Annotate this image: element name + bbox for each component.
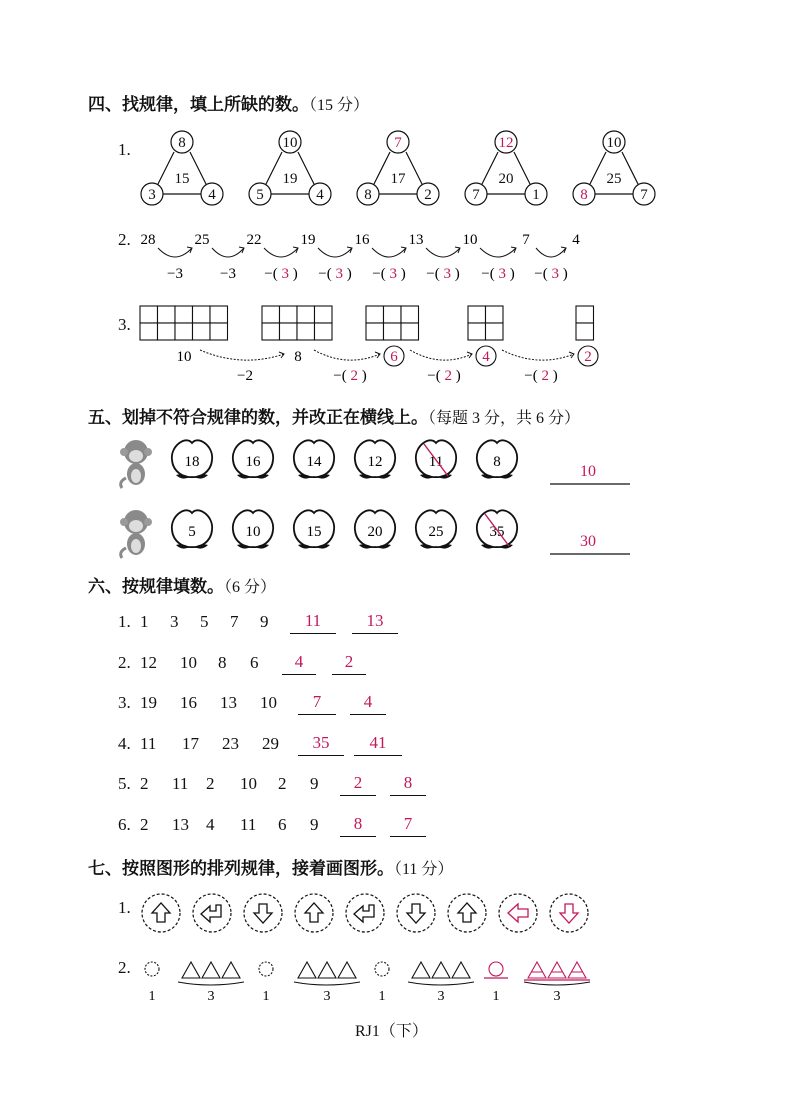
small-circle	[489, 962, 503, 976]
peach-number: 20	[367, 524, 383, 540]
triangle-edge	[406, 152, 422, 184]
triangle-value-top: 10	[606, 135, 622, 151]
sequence-arc	[158, 248, 192, 257]
s6-given-number: 17	[182, 733, 199, 753]
blank-operation: −( 2 )	[427, 368, 461, 384]
brace	[178, 982, 244, 985]
grid-cell	[315, 306, 333, 323]
triangle-center-sum: 17	[390, 171, 406, 187]
small-triangle	[182, 962, 200, 978]
section7-heading	[88, 854, 453, 879]
monkey-belly	[131, 539, 141, 553]
monkey-tail	[121, 478, 126, 488]
given-operation: −3	[167, 266, 183, 282]
grid-cell	[384, 323, 402, 340]
grid-cell	[486, 323, 504, 340]
small-triangle	[452, 962, 470, 978]
grid-cell	[280, 323, 298, 340]
grid-cell	[315, 323, 333, 340]
grid-value: 10	[176, 349, 192, 365]
grid-cell	[401, 306, 419, 323]
s4-q3-number: 3.	[118, 315, 131, 334]
triangle-center-sum: 20	[498, 171, 514, 187]
dashed-circle	[346, 894, 384, 932]
sequence-arc	[536, 248, 566, 257]
sequence-arc	[264, 248, 298, 257]
brace	[524, 982, 590, 985]
peach-number: 8	[493, 454, 501, 470]
triangle-value-right: 2	[424, 187, 432, 203]
grid-cell	[175, 306, 193, 323]
monkey-tail	[121, 548, 126, 558]
monkey-ear	[144, 448, 152, 456]
triangle-center-sum: 25	[606, 171, 622, 187]
triangle-edge	[266, 152, 282, 184]
monkey-ear	[120, 448, 128, 456]
section4-points: （15 分）	[309, 97, 370, 114]
triangle-value-right: 4	[316, 187, 324, 203]
section5-points: （每题 3 分，共 6 分）	[428, 410, 581, 427]
s6-answer-blank[interactable]: 7	[298, 692, 336, 715]
sequence-number: 7	[522, 232, 530, 248]
peach-number: 10	[245, 524, 261, 540]
brace	[294, 982, 360, 985]
peach-number: 14	[306, 454, 322, 470]
sequence-number: 13	[408, 232, 424, 248]
grid-cell	[486, 306, 504, 323]
subtraction-sequence	[130, 226, 610, 288]
triangle-value-left: 8	[580, 187, 588, 203]
s6-given-number: 2	[140, 774, 149, 793]
s6-answer-blank[interactable]: 8	[390, 773, 426, 796]
monkey-ear	[144, 518, 152, 526]
correction-answer: 10	[580, 463, 596, 480]
sequence-number: 22	[246, 232, 262, 248]
s6-given-number: 10	[260, 693, 277, 712]
dashed-circle	[295, 894, 333, 932]
s7-q2-number: 2.	[118, 958, 131, 977]
dashed-circle	[193, 894, 231, 932]
grid-cell	[210, 323, 228, 340]
s6-given-number: 7	[230, 612, 239, 631]
triangle-edge	[190, 152, 206, 184]
group-count-label: 1	[492, 989, 500, 1004]
triangle-value-right: 7	[640, 187, 648, 203]
sequence-number: 16	[354, 232, 370, 248]
triangle-value-right: 1	[532, 187, 540, 203]
triangle-value-top: 8	[178, 135, 186, 151]
small-triangle	[318, 962, 336, 978]
triangle-puzzles	[130, 128, 670, 210]
grid-cell	[468, 323, 486, 340]
small-circle	[375, 962, 389, 976]
section4-title: 四、找规律，填上所缺的数。	[88, 95, 309, 115]
s6-answer-blank[interactable]: 4	[282, 652, 316, 675]
grid-cell	[401, 323, 419, 340]
sequence-arc	[212, 248, 244, 257]
section6-title: 六、按规律填数。	[88, 577, 224, 597]
s6-given-number: 9	[310, 774, 319, 793]
grid-cell	[193, 323, 211, 340]
section5-heading	[88, 403, 580, 428]
s6-given-number: 10	[240, 774, 257, 793]
s6-given-number: 2	[206, 774, 215, 793]
grid-arc	[502, 350, 574, 360]
grid-cell	[366, 306, 384, 323]
s6-given-number: 1	[140, 612, 149, 631]
grid-cell	[158, 323, 176, 340]
monkey-face	[129, 450, 143, 462]
blank-operation: −( 2 )	[333, 368, 367, 384]
s6-given-number: 23	[222, 733, 239, 753]
small-triangle	[222, 962, 240, 978]
peach-number: 25	[428, 524, 444, 540]
s6-given-number: 13	[172, 814, 189, 834]
grid-arc	[314, 350, 380, 360]
s6-given-number: 2	[140, 814, 149, 834]
peach-number: 11	[428, 454, 444, 470]
triangle-value-top: 7	[394, 135, 402, 151]
small-triangle	[528, 962, 546, 978]
s6-item-number: 5.	[118, 774, 131, 793]
s6-answer-blank[interactable]: 2	[332, 652, 366, 675]
s4-q1-number: 1.	[118, 140, 131, 159]
peach-number: 15	[306, 524, 322, 540]
blank-operation: −( 3 )	[318, 266, 352, 282]
section7-points: （11 分）	[394, 861, 454, 878]
small-triangle	[412, 962, 430, 978]
s6-item-number: 3.	[118, 693, 131, 712]
sequence-number: 28	[140, 232, 156, 248]
s6-given-number: 12	[140, 652, 157, 672]
triangle-edge	[298, 152, 314, 184]
section6-points: （6 分）	[224, 579, 277, 596]
sequence-arc	[480, 248, 516, 257]
s6-item-number: 1.	[118, 612, 131, 631]
triangle-center-sum: 19	[282, 171, 298, 187]
triangle-edge	[590, 152, 606, 184]
triangle-value-left: 8	[364, 187, 372, 203]
dashed-circle	[499, 894, 537, 932]
triangle-edge	[482, 152, 498, 184]
triangle-edge	[514, 152, 530, 184]
grid-cell	[158, 306, 176, 323]
triangle-edge	[622, 152, 638, 184]
s6-given-number: 8	[218, 652, 227, 672]
s6-answer-blank[interactable]: 2	[340, 773, 376, 796]
monkey-icon	[120, 440, 152, 488]
grid-cell	[280, 306, 298, 323]
grid-value: 8	[294, 349, 302, 365]
s6-given-number: 9	[260, 612, 269, 631]
triangle-value-right: 4	[208, 187, 216, 203]
s7-q1-number: 1.	[118, 898, 131, 917]
arrow-circle-row	[140, 891, 600, 937]
s6-given-number: 10	[180, 652, 197, 672]
grid-cell	[140, 306, 158, 323]
sequence-number: 19	[300, 232, 316, 248]
blank-operation: −( 3 )	[426, 266, 460, 282]
s4-q2-number: 2.	[118, 230, 131, 249]
monkey-ear	[120, 518, 128, 526]
dashed-circle	[397, 894, 435, 932]
grid-cell	[297, 306, 315, 323]
s6-given-number: 11	[140, 733, 157, 753]
s6-given-number: 3	[170, 612, 179, 631]
triangle-edge	[374, 152, 390, 184]
s6-item-number: 2.	[118, 652, 131, 672]
triangle-value-left: 3	[148, 187, 156, 203]
monkey-belly	[131, 469, 141, 483]
grid-cell	[384, 306, 402, 323]
grid-value: 6	[390, 349, 398, 365]
triangle-value-left: 5	[256, 187, 264, 203]
grid-cell	[297, 323, 315, 340]
grid-sequence	[130, 302, 610, 386]
peach-number: 18	[184, 454, 200, 470]
peach-number: 16	[245, 454, 261, 470]
s6-given-number: 16	[180, 693, 197, 712]
arc-arrowhead	[375, 352, 380, 358]
grid-cell	[193, 306, 211, 323]
small-triangle	[548, 962, 566, 978]
s6-answer-blank[interactable]: 7	[390, 814, 426, 837]
group-count-label: 3	[323, 989, 331, 1004]
sequence-arc	[318, 248, 352, 257]
peach-number: 12	[367, 454, 383, 470]
blank-operation: −( 3 )	[481, 266, 515, 282]
section5-title: 五、划掉不符合规律的数，并改正在横线上。	[88, 408, 428, 428]
small-triangle	[202, 962, 220, 978]
grid-arc	[200, 350, 284, 360]
group-count-label: 1	[262, 989, 270, 1004]
grid-cell	[262, 306, 280, 323]
s6-given-number: 29	[262, 733, 279, 753]
s6-given-number: 19	[140, 693, 157, 712]
group-count-label: 1	[148, 989, 156, 1004]
s6-answer-blank[interactable]: 41	[354, 733, 402, 756]
small-triangle	[298, 962, 316, 978]
s6-given-number: 9	[310, 814, 319, 834]
triangle-center-sum: 15	[174, 171, 190, 187]
section6-heading	[88, 572, 276, 597]
grid-cell	[175, 323, 193, 340]
group-count-label: 3	[553, 989, 561, 1004]
given-operation: −3	[220, 266, 236, 282]
s6-given-number: 11	[172, 774, 189, 793]
dashed-circle	[244, 894, 282, 932]
small-circle	[145, 962, 159, 976]
s6-answer-blank[interactable]: 35	[298, 733, 344, 756]
circle-triangle-pattern	[138, 954, 598, 1004]
s6-answer-blank[interactable]: 11	[290, 611, 336, 634]
s6-given-number: 6	[250, 652, 259, 672]
monkey-icon	[120, 510, 152, 558]
group-count-label: 1	[378, 989, 386, 1004]
grid-cell	[366, 323, 384, 340]
s6-item-number: 6.	[118, 814, 131, 834]
correction-answer: 30	[580, 533, 596, 550]
given-operation: −2	[237, 368, 253, 384]
blank-operation: −( 3 )	[534, 266, 568, 282]
grid-cell	[576, 323, 594, 340]
s6-answer-blank[interactable]: 4	[350, 692, 386, 715]
arc-arrowhead	[467, 352, 472, 358]
grid-cell	[468, 306, 486, 323]
triangle-edge	[158, 152, 174, 184]
dashed-circle	[142, 894, 180, 932]
s6-given-number: 4	[206, 814, 215, 834]
blank-operation: −( 3 )	[372, 266, 406, 282]
s6-given-number: 13	[220, 693, 237, 712]
sequence-arc	[372, 248, 406, 257]
dashed-circle	[448, 894, 486, 932]
sequence-number: 4	[572, 232, 580, 248]
s6-given-number: 5	[200, 612, 209, 631]
s6-given-number: 11	[240, 814, 257, 834]
group-count-label: 3	[437, 989, 445, 1004]
grid-cell	[262, 323, 280, 340]
section7-title: 七、按照图形的排列规律，接着画图形。	[88, 859, 394, 879]
s6-given-number: 6	[278, 814, 287, 834]
peach-number: 35	[489, 524, 505, 540]
s6-given-number: 2	[278, 774, 287, 793]
grid-cell	[140, 323, 158, 340]
sequence-arc	[426, 248, 460, 257]
grid-arc	[410, 350, 472, 360]
sequence-number: 25	[194, 232, 210, 248]
small-triangle	[338, 962, 356, 978]
triangle-value-top: 10	[282, 135, 298, 151]
small-circle	[259, 962, 273, 976]
grid-value: 4	[482, 349, 490, 365]
triangle-value-left: 7	[472, 187, 480, 203]
group-count-label: 3	[207, 989, 215, 1004]
peach-rows	[110, 432, 650, 562]
blank-operation: −( 2 )	[524, 368, 558, 384]
monkey-face	[129, 520, 143, 532]
peach-number: 5	[188, 524, 196, 540]
grid-value: 2	[584, 349, 592, 365]
sequence-number: 10	[462, 232, 478, 248]
s6-answer-blank[interactable]: 8	[340, 814, 376, 837]
page-footer: RJ1（下）	[355, 1023, 428, 1040]
section4-heading	[88, 90, 369, 115]
triangle-value-top: 12	[498, 135, 514, 151]
grid-cell	[576, 306, 594, 323]
dashed-circle	[550, 894, 588, 932]
s6-answer-blank[interactable]: 13	[352, 611, 398, 634]
brace	[408, 982, 474, 985]
small-triangle	[568, 962, 586, 978]
small-triangle	[432, 962, 450, 978]
s6-item-number: 4.	[118, 733, 131, 753]
blank-operation: −( 3 )	[264, 266, 298, 282]
grid-cell	[210, 306, 228, 323]
